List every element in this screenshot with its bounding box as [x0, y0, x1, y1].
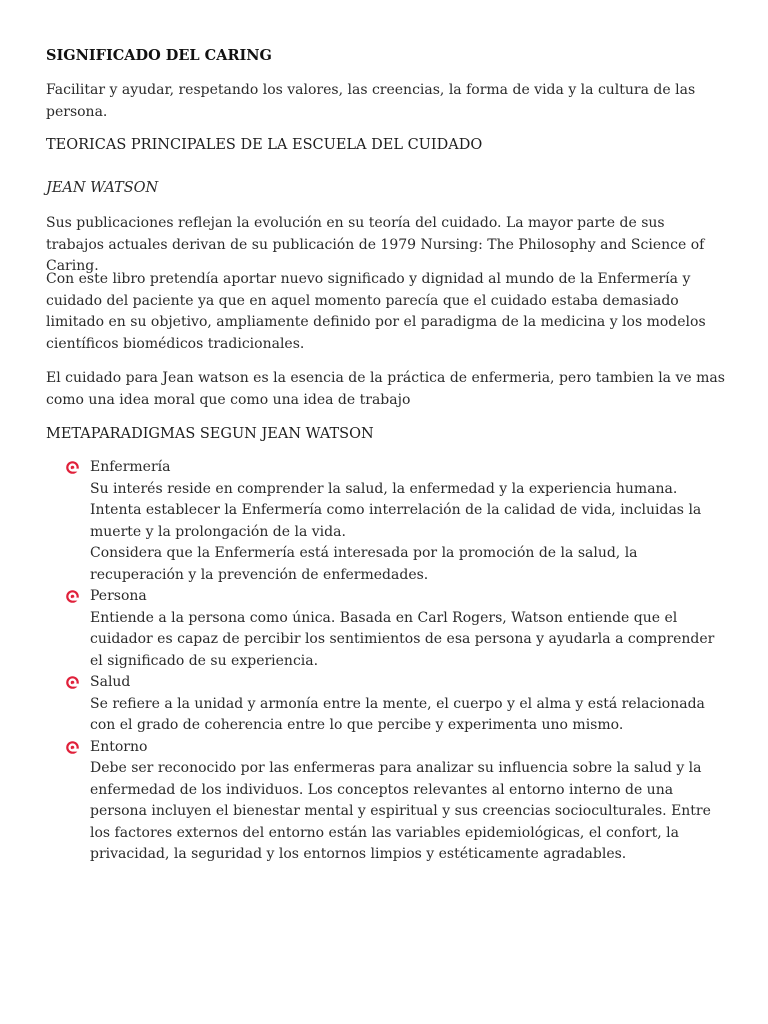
spiral-bullet-icon	[66, 676, 79, 689]
list-item-persona	[64, 586, 728, 672]
list-item-title: Salud	[90, 674, 131, 690]
section-heading: TEORICAS PRINCIPALES DE LA ESCUELA DEL CUIDADO	[46, 137, 483, 153]
paragraph-care-essence: El cuidado para Jean watson es la esencia de la práctica de enfermeria, pero tambien la ve mas como una idea moral que como una idea de trabajo	[46, 370, 725, 408]
document-title: SIGNIFICADO DEL CARING	[46, 47, 272, 64]
list-item-text: Debe ser reconocido por las enfermeras para analizar su influencia sobre la salud y la enfermedad de los individuos. Los conceptos relevantes al entorno interno de una persona incluyen el bienestar mental y espiritual y sus creencias socioculturales. Entre los factores externos del entorno están las variables epidemiológicas, el confort, la privacidad, la seguridad y los entornos limpios y estéticamente agradables.	[90, 760, 711, 862]
list-item-entorno	[64, 737, 728, 866]
list-item-enfermeria	[64, 457, 728, 586]
list-item-text: Su interés reside en comprender la salud, la enfermedad y la experiencia humana. Intenta establecer la Enfermería como interrelación de la calidad de vida, incluidas la muerte y la prolongación de la vida.	[90, 480, 702, 540]
spiral-bullet-icon	[66, 590, 79, 603]
list-item-title: Entorno	[90, 738, 148, 755]
metaparadigm-heading: METAPARADIGMAS SEGUN JEAN WATSON	[46, 426, 374, 442]
spiral-bullet-icon	[66, 741, 79, 754]
paragraph-book: Con este libro pretendía aportar nuevo significado y dignidad al mundo de la Enfermería y cuidado del paciente ya que en aquel momento parecía que el cuidado estaba demasiado limitado en su objetivo, ampliamente definido por el paradigma de la medicina y los modelos científicos biomédicos tradicionales.	[46, 271, 706, 352]
list-item-title: Persona	[90, 588, 147, 604]
list-item-text: Se refiere a la unidad y armonía entre la mente, el cuerpo y el alma y está relacionada con el grado de coherencia entre lo que percibe y experimenta uno mismo.	[90, 695, 705, 733]
spiral-bullet-icon	[66, 461, 79, 474]
list-item-text-extra: Considera que la Enfermería está interesada por la promoción de la salud, la recuperación y la prevención de enfermedades.	[90, 545, 638, 583]
list-item-salud	[64, 672, 728, 737]
paragraph-publications: Sus publicaciones reflejan la evolución en su teoría del cuidado. La mayor parte de sus trabajos actuales derivan de su publicación de 1979 Nursing: The Philosophy and Science of Caring.	[46, 215, 705, 274]
metaparadigm-list	[64, 457, 728, 866]
list-item-text: Entiende a la persona como única. Basada en Carl Rogers, Watson entiende que el cuidador es capaz de percibir los sentimientos de esa persona y ayudarla a comprender el significado de su experiencia.	[90, 609, 715, 669]
author-name: JEAN WATSON	[46, 180, 159, 196]
list-item-title: Enfermería	[90, 459, 171, 475]
caring-definition: Facilitar y ayudar, respetando los valores, las creencias, la forma de vida y la cultura de las persona.	[46, 82, 696, 120]
